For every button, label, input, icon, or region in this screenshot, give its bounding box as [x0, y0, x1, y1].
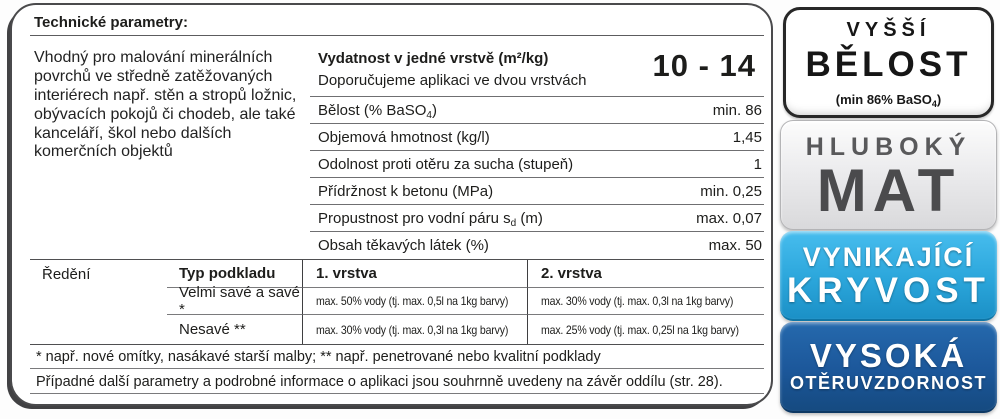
table-cell [30, 315, 167, 344]
badge-line: BĚLOST [805, 44, 972, 84]
badge-line: VYŠŠÍ [846, 18, 931, 41]
product-description: Vhodný pro malování minerálních povrchů ve středně zatěžovaných interiérech např. stěn a stropů ložnic, obývacích pokojů či chodeb, ale také kanceláří, škol nebo dalších komerčních objektů [34, 49, 297, 161]
label-subscript: 4 [426, 109, 432, 121]
table-cell [527, 288, 764, 315]
table-cell: Nesavé ** [179, 321, 246, 338]
badge-line: OTĚRUVZDORNOST [789, 373, 987, 394]
param-row [310, 178, 764, 205]
dilution-table [30, 259, 764, 345]
label-text: Bělost (% BaSO [318, 101, 427, 119]
param-value: 1,45 [732, 128, 762, 146]
param-row [310, 205, 764, 232]
cell-text: max. 25% vody (tj. max. 0,25l na 1kg barvy) [541, 322, 739, 337]
param-row [310, 124, 764, 151]
badge-line: VYNIKAJÍCÍ [802, 242, 975, 272]
badge-line: KRYVOST [787, 271, 990, 310]
param-label: Obsah těkavých látek (%) [318, 237, 489, 254]
dilution-section-label: Ředění [42, 265, 91, 283]
column-header: 1. vrstva [302, 260, 527, 288]
label-text: (m) [516, 209, 543, 227]
param-label: Vydatnost v jedné vrstvě (m²/kg) [318, 49, 549, 67]
cell-text: max. 50% vody (tj. max. 0,5l na 1kg barvy) [316, 294, 509, 308]
param-row [310, 97, 764, 124]
badge-excellent-coverage [780, 231, 997, 321]
param-value: max. 50 [708, 237, 762, 254]
param-label-group [318, 44, 586, 89]
label-subscript: d [510, 217, 517, 229]
badge-deep-matt [780, 120, 997, 230]
param-value: min. 0,25 [700, 182, 762, 200]
badge-line [836, 92, 941, 107]
badge-text: ) [936, 91, 942, 107]
footnote-more-info: Případné další parametry a podrobné informace o aplikaci jsou souhrnně uvedeny na závěr oddílu (str. 28). [30, 370, 764, 394]
param-row [310, 36, 764, 97]
cell-text: max. 30% vody (tj. max. 0,3l na 1kg barvy) [316, 322, 509, 337]
label-text: Propustnost pro vodní páru s [318, 209, 511, 227]
table-cell: Velmi savé a savé * [167, 288, 302, 315]
param-label: Objemová hmotnost (kg/l) [318, 128, 490, 146]
param-label: Přídržnost k betonu (MPa) [318, 182, 494, 200]
param-label [318, 102, 437, 119]
badge-text: (min 86% BaSO [835, 91, 932, 107]
param-label [318, 210, 543, 227]
param-row [310, 151, 764, 178]
badge-high-abrasion-resistance [780, 322, 997, 413]
badge-line: HLUBOKÝ [805, 132, 972, 161]
param-value: 1 [753, 155, 762, 173]
param-label: Odolnost proti otěru za sucha (stupeň) [318, 155, 574, 173]
table-cell [302, 315, 527, 344]
badge-line: VYSOKÁ [809, 336, 968, 374]
table-cell [30, 288, 167, 315]
footnote-substrates: * např. nové omítky, nasákavé starší malby; ** např. penetrované nebo kvalitní podklady [30, 345, 764, 369]
column-header: Typ podkladu [167, 260, 302, 288]
badge-subscript: 4 [931, 98, 937, 109]
param-row [310, 232, 764, 259]
parameters-table [310, 36, 764, 259]
label-text: ) [431, 101, 437, 119]
technical-parameters-panel [10, 3, 773, 406]
badge-line: MAT [816, 156, 961, 224]
cell-text: max. 30% vody (tj. max. 0,3l na 1kg barvy) [541, 294, 734, 308]
param-value: 10 - 14 [652, 48, 756, 83]
panel-title: Technické parametry: [34, 14, 188, 31]
badge-higher-whiteness [783, 7, 994, 118]
table-cell [302, 288, 527, 315]
param-value: max. 0,07 [696, 209, 762, 227]
param-sublabel: Doporučujeme aplikaci ve dvou vrstvách [318, 71, 587, 89]
param-value: min. 86 [712, 101, 762, 119]
column-header: 2. vrstva [527, 260, 764, 288]
table-cell [527, 315, 764, 344]
